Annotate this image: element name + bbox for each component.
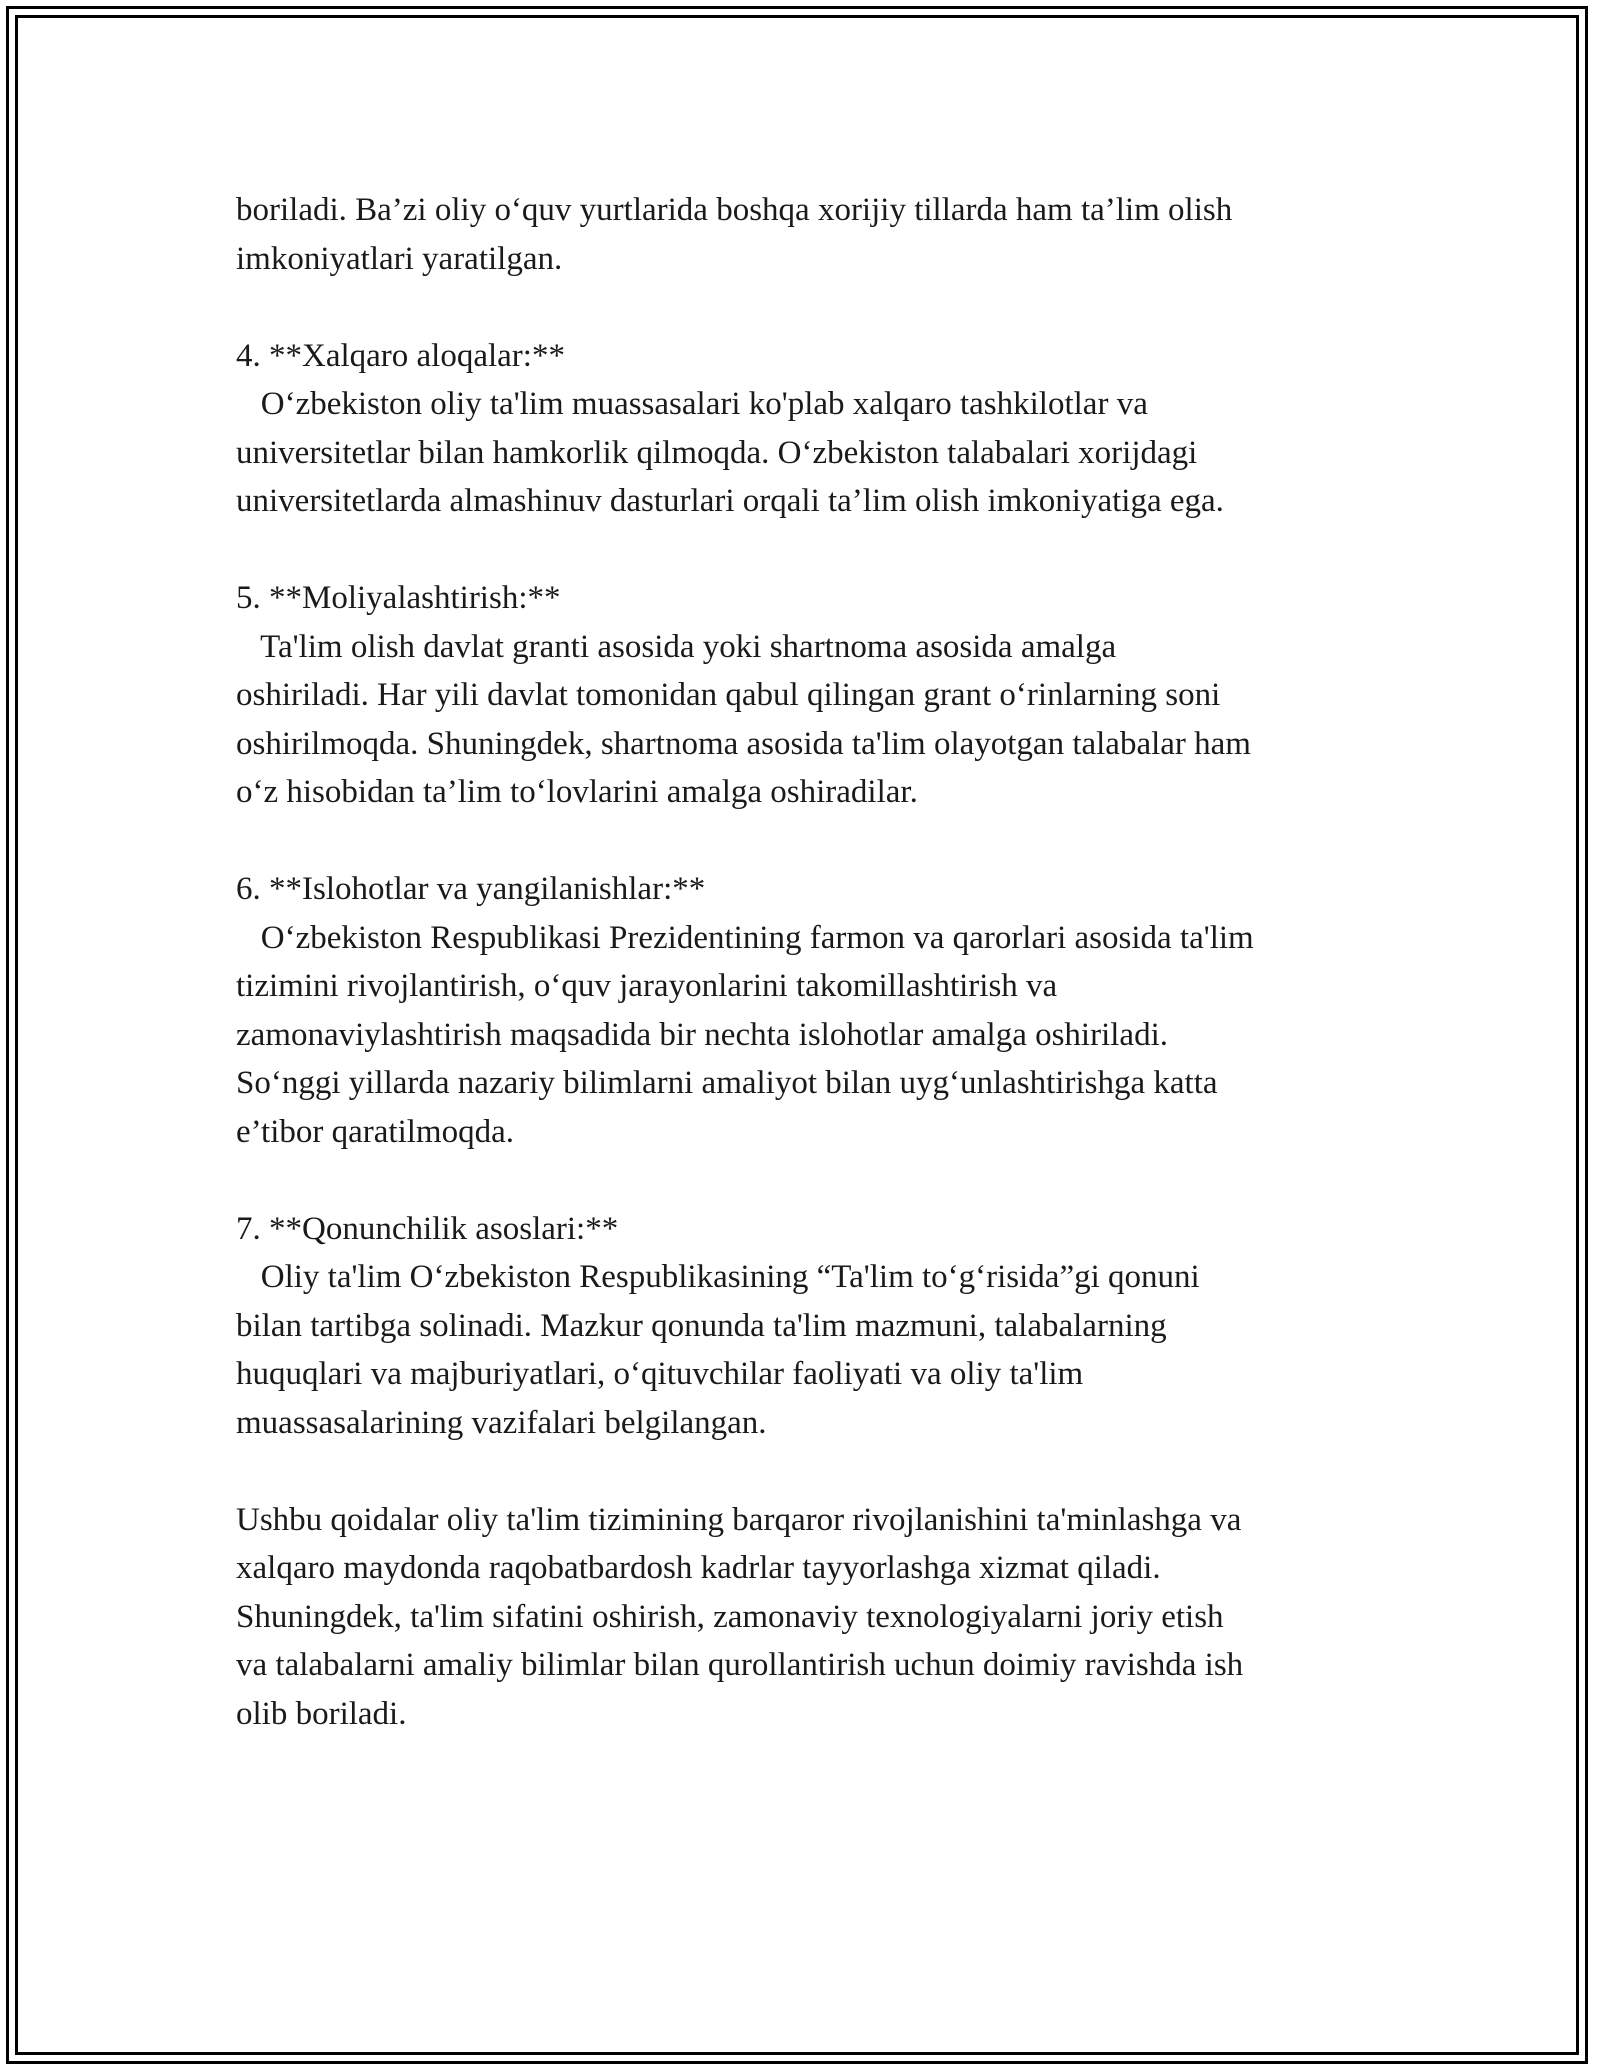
text-line: xalqaro maydonda raqobatbardosh kadrlar tayyorlashga xizmat qiladi. (236, 1550, 1161, 1586)
paragraph-gap (236, 817, 1406, 866)
paragraph-gap (236, 1156, 1406, 1205)
document-body (236, 186, 1406, 1738)
section-islohotlar (236, 865, 1406, 1156)
text-line: O‘zbekiston Respublikasi Prezidentining farmon va qarorlari asosida ta'lim (236, 919, 1254, 956)
paragraph-gap (236, 283, 1406, 332)
text-line: va talabalarni amaliy bilimlar bilan qurollantirish uchun doimiy ravishda ish (236, 1647, 1244, 1683)
text-line: zamonaviylashtirish maqsadida bir nechta islohotlar amalga oshiriladi. (236, 1016, 1168, 1053)
section-heading: 4. **Xalqaro aloqalar:** (236, 337, 565, 374)
text-line: oshirilmoqda. Shuningdek, shartnoma asosida ta'lim olayotgan talabalar ham (236, 725, 1251, 762)
text-line: universitetlarda almashinuv dasturlari orqali ta’lim olish imkoniyatiga ega. (236, 483, 1224, 519)
text-line: huquqlari va majburiyatlari, o‘qituvchilar faoliyati va oliy ta'lim (236, 1356, 1084, 1392)
section-moliyalashtirish (236, 574, 1406, 817)
text-line: O‘zbekiston oliy ta'lim muassasalari ko'plab xalqaro tashkilotlar va (236, 386, 1148, 422)
section-heading: 7. **Qonunchilik asoslari:** (236, 1210, 619, 1247)
text-line: universitetlar bilan hamkorlik qilmoqda. O‘zbekiston talabalari xorijdagi (236, 434, 1198, 471)
paragraph-gap (236, 526, 1406, 575)
text-line: e’tibor qaratilmoqda. (236, 1113, 514, 1150)
conclusion-paragraph (236, 1496, 1406, 1739)
text-line: Oliy ta'lim O‘zbekiston Respublikasining “Ta'lim to‘g‘risida”gi qonuni (236, 1259, 1200, 1295)
text-line: Ushbu qoidalar oliy ta'lim tizimining barqaror rivojlanishini ta'minlashga va (236, 1501, 1242, 1538)
section-xalqaro-aloqalar (236, 332, 1406, 526)
section-heading: 5. **Moliyalashtirish:** (236, 580, 561, 616)
text-line: oshiriladi. Har yili davlat tomonidan qabul qilingan grant o‘rinlarning soni (236, 677, 1221, 713)
text-line: muassasalarining vazifalari belgilangan. (236, 1404, 767, 1441)
section-heading: 6. **Islohotlar va yangilanishlar:** (236, 871, 706, 907)
text-line: bilan tartibga solinadi. Mazkur qonunda ta'lim mazmuni, talabalarning (236, 1307, 1167, 1344)
intro-paragraph (236, 186, 1406, 283)
text-line: imkoniyatlari yaratilgan. (236, 240, 563, 277)
text-line: Ta'lim olish davlat granti asosida yoki shartnoma asosida amalga (236, 628, 1117, 665)
text-line: So‘nggi yillarda nazariy bilimlarni amaliyot bilan uyg‘unlashtirishga katta (236, 1065, 1218, 1101)
paragraph-gap (236, 1447, 1406, 1496)
text-line: boriladi. Ba’zi oliy o‘quv yurtlarida boshqa xorijiy tillarda ham ta’lim olish (236, 192, 1233, 228)
text-line: Shuningdek, ta'lim sifatini oshirish, zamonaviy texnologiyalarni joriy etish (236, 1598, 1224, 1635)
text-line: tizimini rivojlantirish, o‘quv jarayonlarini takomillashtirish va (236, 968, 1058, 1004)
text-line: o‘z hisobidan ta’lim to‘lovlarini amalga oshiradilar. (236, 774, 918, 810)
text-line: olib boriladi. (236, 1695, 407, 1732)
section-qonunchilik-asoslari (236, 1205, 1406, 1448)
